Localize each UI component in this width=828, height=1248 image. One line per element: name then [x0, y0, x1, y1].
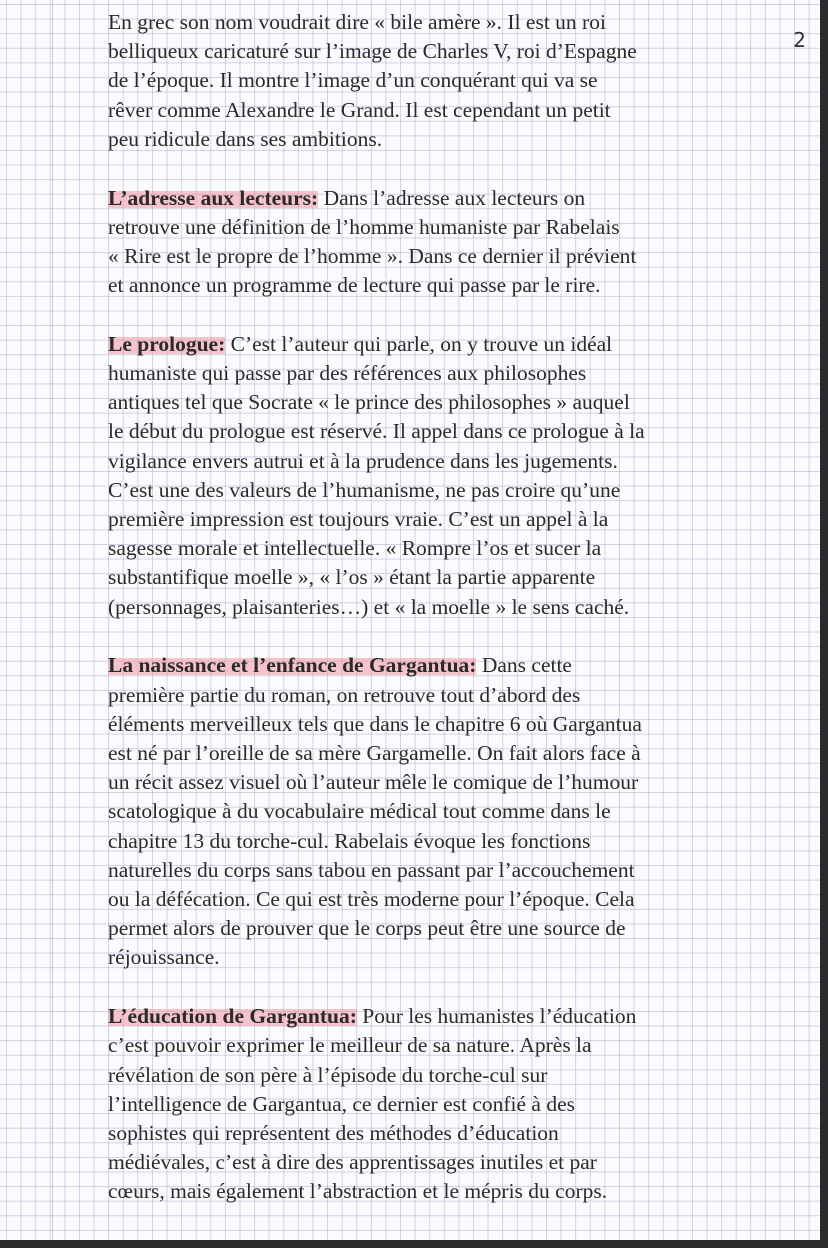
- text-line: C’est une des valeurs de l’humanisme, ne pas croire qu’une: [108, 477, 621, 502]
- text-line: En grec son nom voudrait dire « bile amère ». Il est un roi: [108, 10, 606, 34]
- text-line: médiévales, c’est à dire des apprentissages inutiles et par: [108, 1150, 597, 1175]
- section-heading: L’éducation de Gargantua:: [108, 1004, 357, 1029]
- text-line: chapitre 13 du torche-cul. Rabelais évoque les fonctions: [108, 828, 591, 853]
- paragraph-intro: [108, 8, 712, 154]
- text-line: scatologique à du vocabulaire médical tout comme dans le: [108, 799, 611, 824]
- text-line: Pour les humanistes l’éducation: [356, 1004, 637, 1029]
- text-line: est né par l’oreille de sa mère Gargamelle. On fait alors face à: [108, 740, 641, 765]
- text-line: rêver comme Alexandre le Grand. Il est cependant un petit: [108, 97, 611, 122]
- text-line: belliqueux caricaturé sur l’image de Charles V, roi d’Espagne: [108, 39, 637, 64]
- margin-line: [52, 0, 53, 1240]
- text-line: Dans cette: [476, 653, 572, 678]
- paragraph-adresse-aux-lecteurs: [108, 184, 712, 301]
- text-line: C’est l’auteur qui parle, on y trouve un idéal: [225, 331, 613, 356]
- text-line: de l’époque. Il montre l’image d’un conquérant qui va se: [108, 68, 598, 93]
- text-line: Dans l’adresse aux lecteurs on: [318, 185, 586, 210]
- text-line: première impression est toujours vraie. C’est un appel à la: [108, 507, 609, 532]
- text-line: (personnages, plaisanteries…) et « la moelle » le sens caché.: [108, 594, 630, 619]
- text-line: l’intelligence de Gargantua, ce dernier est confié à des: [108, 1091, 576, 1116]
- text-line: réjouissance.: [108, 945, 220, 970]
- section-heading: L’adresse aux lecteurs:: [108, 185, 319, 210]
- page-number: 2: [793, 28, 806, 52]
- text-line: humaniste qui passe par des références aux philosophes: [108, 361, 587, 386]
- text-line: le début du prologue est réservé. Il appel dans ce prologue à la: [108, 419, 645, 444]
- paragraph-prologue: [108, 330, 712, 622]
- text-line: peu ridicule dans ses ambitions.: [108, 126, 383, 151]
- text-line: un récit assez visuel où l’auteur mêle le comique de l’humour: [108, 770, 639, 795]
- paragraph-education: [108, 1002, 712, 1206]
- section-heading: Le prologue:: [108, 331, 226, 356]
- text-line: antiques tel que Socrate « le prince des philosophes » auquel: [108, 390, 630, 415]
- text-line: permet alors de prouver que le corps peut être une source de: [108, 916, 626, 941]
- text-line: naturelles du corps sans tabou en passant par l’accouchement: [108, 857, 635, 882]
- text-line: révélation de son père à l’épisode du torche-cul sur: [108, 1062, 548, 1087]
- text-line: substantifique moelle », « l’os » étant la partie apparente: [108, 565, 596, 590]
- text-line: première partie du roman, on retrouve tout d’abord des: [108, 682, 581, 707]
- text-line: sophistes qui représentent des méthodes d’éducation: [108, 1120, 559, 1145]
- text-line: ou la défécation. Ce qui est très moderne pour l’époque. Cela: [108, 886, 635, 911]
- text-line: cœurs, mais également l’abstraction et le mépris du corps.: [108, 1179, 608, 1204]
- text-line: « Rire est le propre de l’homme ». Dans ce dernier il prévient: [108, 243, 637, 268]
- text-line: éléments merveilleux tels que dans le chapitre 6 où Gargantua: [108, 711, 642, 736]
- text-line: vigilance envers autrui et à la prudence dans les jugements.: [108, 448, 618, 473]
- notes-content: [108, 8, 712, 1207]
- text-line: c’est pouvoir exprimer le meilleur de sa nature. Après la: [108, 1033, 592, 1058]
- paragraph-naissance-enfance: [108, 651, 712, 972]
- text-line: sagesse morale et intellectuelle. « Rompre l’os et sucer la: [108, 536, 602, 561]
- text-line: et annonce un programme de lecture qui passe par le rire.: [108, 273, 601, 298]
- text-line: retrouve une définition de l’homme humaniste par Rabelais: [108, 214, 620, 239]
- section-heading: La naissance et l’enfance de Gargantua:: [108, 653, 477, 678]
